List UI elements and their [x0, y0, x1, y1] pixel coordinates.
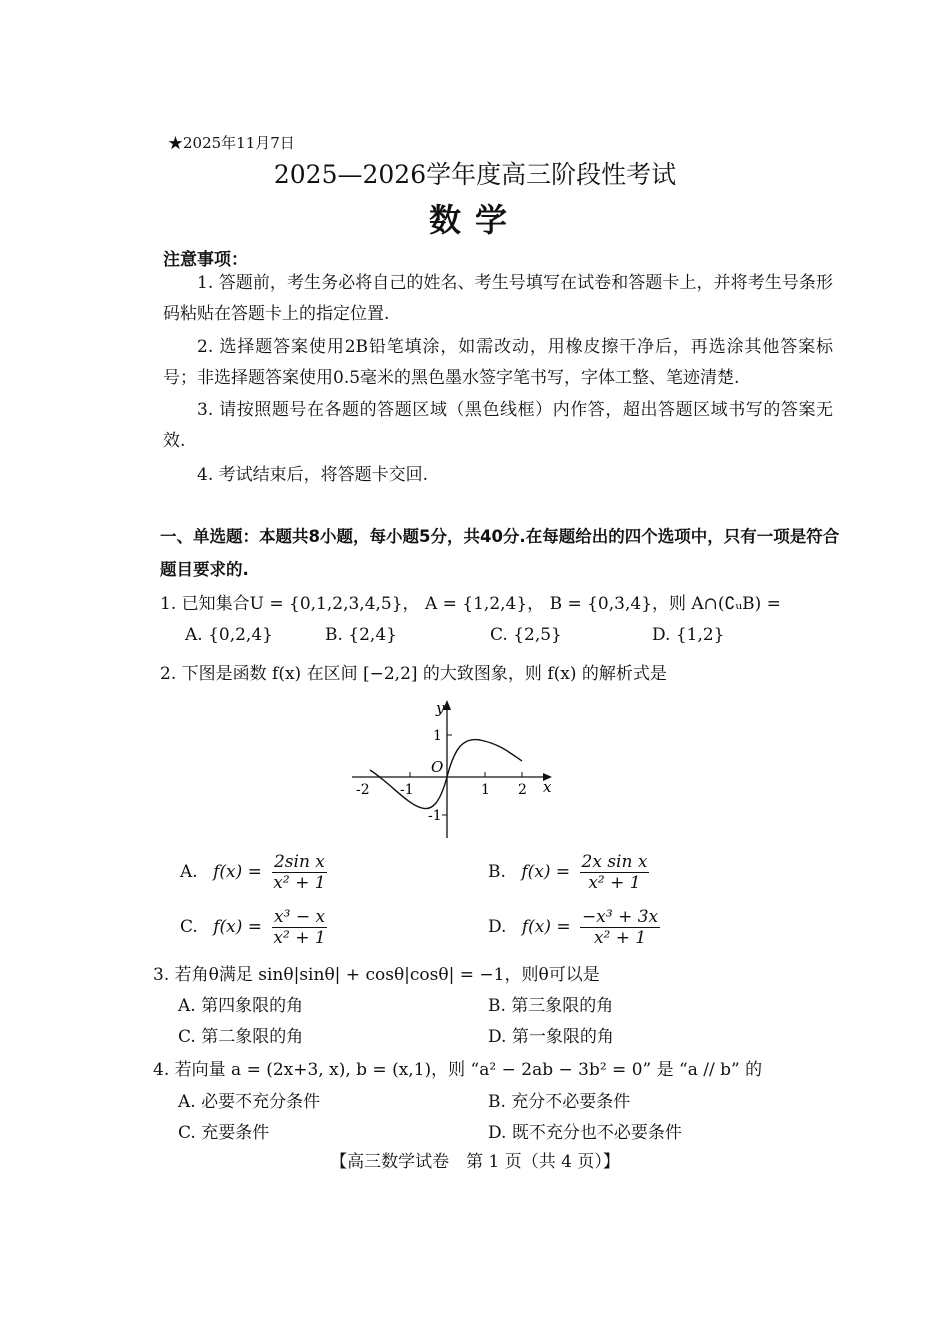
notice-item-4: 4. 考试结束后，将答题卡交回.: [197, 465, 429, 485]
fraction: [271, 852, 327, 893]
notice-heading: 注意事项：: [163, 250, 248, 270]
q3-option-d: D. 第一象限的角: [488, 1027, 614, 1047]
option-lhs: f(x) =: [521, 862, 571, 882]
notice-item-2: 2. 选择题答案使用2B铅笔填涂，如需改动，用橡皮擦干净后，再选涂其他答案标号；非选择题答案使用0.5毫米的黑色墨水签字笔书写，字体工整、笔迹清楚.: [163, 337, 833, 388]
exam-title: 2025—2026学年度高三阶段性考试: [273, 160, 677, 189]
tick-x-1: 1: [481, 782, 490, 798]
numerator: −x³ + 3x: [582, 907, 659, 927]
question-3-stem: 3. 若角θ满足 sinθ|sinθ| + cosθ|cosθ| = −1，则θ可以是: [153, 965, 600, 985]
y-axis-label: y: [436, 699, 445, 717]
fraction: [580, 907, 660, 948]
notice-item-1: 1. 答题前，考生务必将自己的姓名、考生号填写在试卷和答题卡上，并将考生号条形码粘贴在答题卡上的指定位置.: [163, 273, 833, 324]
function-curve: [370, 740, 522, 809]
fraction: [271, 907, 327, 948]
q2-option-a: [180, 852, 328, 893]
tick-x-2: 2: [518, 782, 527, 798]
tick-y-neg1: -1: [428, 808, 442, 824]
q3-option-a: A. 第四象限的角: [178, 996, 304, 1016]
q4-option-d: D. 既不充分也不必要条件: [488, 1123, 682, 1143]
option-label: D.: [488, 917, 507, 937]
question-1-stem: 1. 已知集合U = {0,1,2,3,4,5}， A = {1,2,4}， B = {0,3,4}，则 A∩(∁ᵤB) =: [160, 594, 781, 614]
page-footer: 【高三数学试卷 第 1 页（共 4 页）】: [330, 1152, 620, 1172]
denominator: x² + 1: [593, 928, 647, 948]
option-label: C.: [180, 917, 198, 937]
q4-option-a: A. 必要不充分条件: [178, 1092, 321, 1112]
q1-option-d: D. {1,2}: [652, 625, 725, 645]
q2-option-c: [180, 907, 328, 948]
tick-y-1: 1: [433, 728, 442, 744]
fraction: [580, 852, 650, 893]
x-axis-label: x: [543, 778, 552, 796]
numerator: 2x sin x: [581, 852, 648, 872]
option-lhs: f(x) =: [213, 917, 263, 937]
subject-title: 数学: [428, 201, 521, 239]
tick-x-neg2: -2: [356, 782, 370, 798]
q3-option-b: B. 第三象限的角: [488, 996, 614, 1016]
section-heading: 一、单选题：本题共8小题，每小题5分，共40分.在每题给出的四个选项中，只有一项是符合题目要求的.: [160, 527, 840, 579]
notice-item-3: 3. 请按照题号在各题的答题区域（黑色线框）内作答，超出答题区域书写的答案无效.: [163, 400, 833, 451]
denominator: x² + 1: [273, 928, 326, 948]
q2-option-b: [488, 852, 649, 893]
q2-option-d: [488, 907, 660, 948]
tick-x-neg1: -1: [400, 782, 414, 798]
denominator: x² + 1: [588, 873, 641, 893]
option-label: B.: [488, 862, 506, 882]
exam-date: ★2025年11月7日: [168, 134, 295, 152]
function-graph: [340, 695, 570, 845]
question-2-stem: 2. 下图是函数 f(x) 在区间 [−2,2] 的大致图象，则 f(x) 的解析式是: [160, 664, 667, 684]
numerator: 2sin x: [273, 852, 325, 872]
option-label: A.: [180, 862, 198, 882]
option-lhs: f(x) =: [213, 862, 262, 882]
q1-option-c: C. {2,5}: [490, 625, 562, 645]
q1-option-b: B. {2,4}: [325, 625, 397, 645]
origin-label: O: [431, 758, 444, 776]
q4-option-c: C. 充要条件: [178, 1123, 270, 1143]
q1-option-a: A. {0,2,4}: [185, 625, 273, 645]
denominator: x² + 1: [273, 873, 326, 893]
numerator: x³ − x: [274, 907, 326, 927]
option-lhs: f(x) =: [521, 917, 571, 937]
question-4-stem: 4. 若向量 a = (2x+3, x), b = (x,1)，则 “a² − 2ab − 3b² = 0” 是 “a // b” 的: [153, 1060, 763, 1080]
q3-option-c: C. 第二象限的角: [178, 1027, 304, 1047]
q4-option-b: B. 充分不必要条件: [488, 1092, 631, 1112]
